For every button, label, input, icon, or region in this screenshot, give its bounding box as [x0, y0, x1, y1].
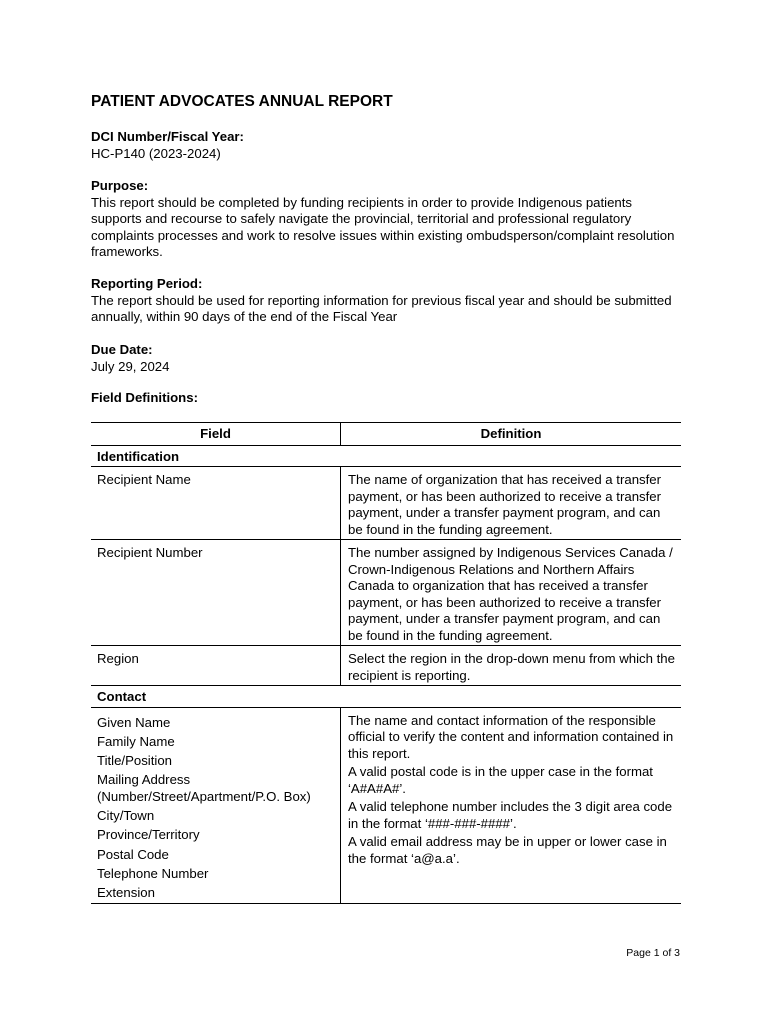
- contact-field-item: Postal Code: [97, 846, 169, 862]
- contact-field-item: Extension: [97, 884, 155, 900]
- reporting-period-text: The report should be used for reporting information for previous fiscal year and should be submitted annually, within 90 days of the end of the Fiscal Year: [91, 292, 672, 324]
- field-definitions-label: Field Definitions:: [91, 390, 198, 405]
- dci-section: [91, 129, 681, 162]
- reporting-period-section: [91, 276, 681, 326]
- contact-definition-paragraph: A valid telephone number includes the 3 digit area code in the format ‘###-###-####’.: [348, 799, 673, 831]
- reporting-period-label: Reporting Period:: [91, 276, 203, 291]
- contact-fields-cell: [91, 707, 341, 904]
- due-date-label: Due Date:: [91, 342, 153, 357]
- purpose-label: Purpose:: [91, 178, 149, 193]
- page-number: Page 1 of 3: [626, 947, 680, 959]
- definition-cell: The name of organization that has received a transfer payment, or has been authorized to receive a transfer payment, under a transfer payment program, and can be found in the funding agreement.: [341, 467, 682, 540]
- contact-field-item: City/Town: [97, 808, 155, 824]
- field-definitions-table: [91, 422, 681, 904]
- group-label-contact: Contact: [91, 686, 681, 708]
- group-row-identification: [91, 445, 681, 467]
- purpose-section: [91, 178, 681, 261]
- group-label-identification: Identification: [91, 445, 681, 467]
- table-header-row: [91, 423, 681, 446]
- definition-cell: Select the region in the drop-down menu from which the recipient is reporting.: [341, 646, 682, 686]
- contact-field-item: Title/Position: [97, 752, 173, 768]
- contact-field-item: Given Name: [97, 714, 171, 730]
- column-header-definition: Definition: [341, 423, 682, 446]
- due-date-section: [91, 342, 681, 375]
- definition-cell: The number assigned by Indigenous Services Canada / Crown-Indigenous Relations and Northern Affairs Canada to organization that has received a transfer payment, or has been authorized to receive a transfer payment, under a transfer payment program, and can be found in the funding agreement.: [341, 540, 682, 646]
- field-cell: Region: [91, 646, 341, 686]
- contact-definition-paragraph: The name and contact information of the responsible official to verify the content and information contained in this report.: [348, 712, 674, 761]
- purpose-text: This report should be completed by funding recipients in order to provide Indigenous patients supports and recourse to safely navigate the provincial, territorial and professional regulatory complaints processes and work to resolve issues within existing ombudsperson/complaint resolution frameworks.: [91, 194, 675, 259]
- contact-definition-paragraph: A valid postal code is in the upper case in the format ‘A#A#A#’.: [348, 764, 653, 796]
- field-definitions-section: [91, 390, 681, 407]
- document-title: PATIENT ADVOCATES ANNUAL REPORT: [91, 93, 393, 110]
- table-row: [91, 646, 681, 686]
- contact-field-item: Province/Territory: [97, 827, 200, 843]
- table-row: [91, 467, 681, 540]
- contact-field-item: Mailing Address (Number/Street/Apartment/P.O. Box): [97, 772, 311, 804]
- due-date-value: July 29, 2024: [91, 358, 170, 374]
- field-cell: Recipient Number: [91, 540, 341, 646]
- dci-label: DCI Number/Fiscal Year:: [91, 129, 244, 144]
- contact-field-item: Telephone Number: [97, 865, 209, 881]
- contact-field-item: Family Name: [97, 733, 175, 749]
- group-row-contact: [91, 686, 681, 708]
- contact-definition-paragraph: A valid email address may be in upper or lower case in the format ‘a@a.a’.: [348, 834, 667, 866]
- contact-definitions-cell: [341, 707, 682, 904]
- field-cell: Recipient Name: [91, 467, 341, 540]
- table-row: [91, 540, 681, 646]
- dci-value: HC-P140 (2023-2024): [91, 145, 221, 161]
- table-row: [91, 707, 681, 904]
- column-header-field: Field: [91, 423, 341, 446]
